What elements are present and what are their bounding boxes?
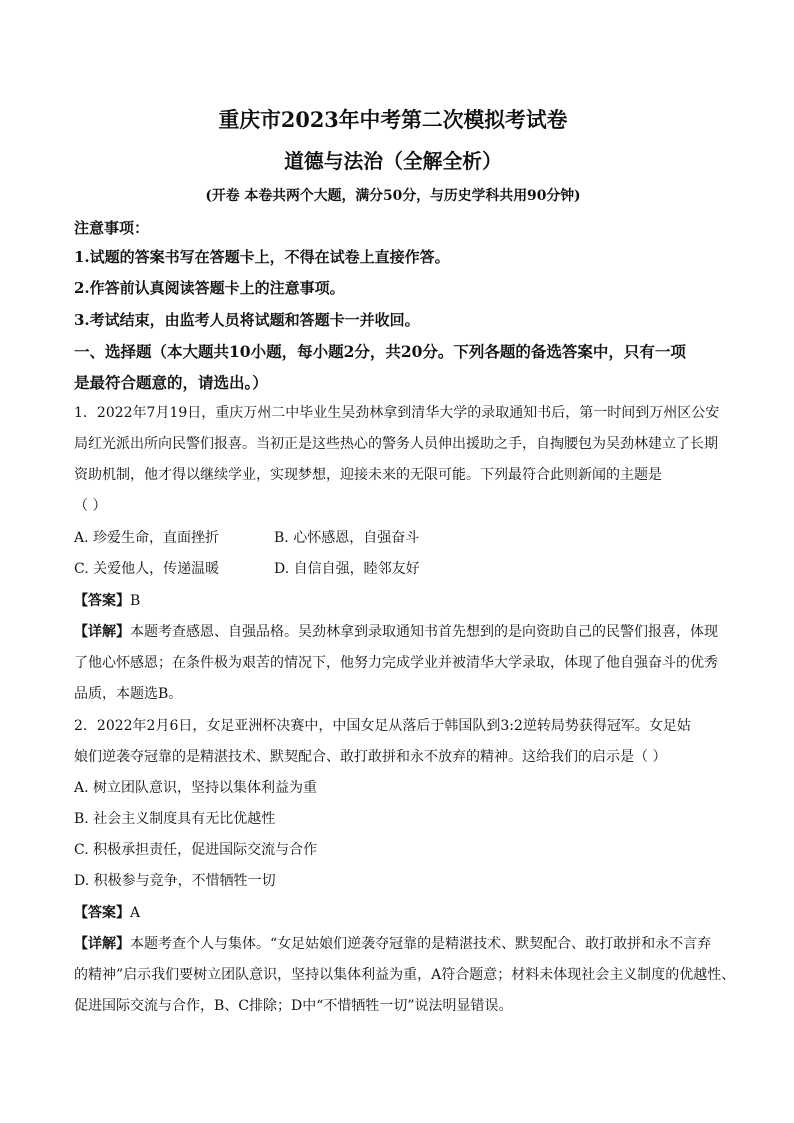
- q1-option-a: A. 珍爱生命，直面挫折: [74, 530, 220, 546]
- exam-title: 重庆市2023年中考第二次模拟考试卷: [218, 107, 568, 132]
- exam-info: (开卷 本卷共两个大题，满分50分，与历史学科共用90分钟): [205, 188, 581, 204]
- notes-heading: 注意事项：: [74, 219, 150, 237]
- note-item: 1.试题的答案书写在答题卡上，不得在试卷上直接作答。: [74, 248, 450, 266]
- q1-option-c: C. 关爱他人，传递温暖: [74, 561, 220, 577]
- answer-tag: 【答案】: [74, 905, 130, 921]
- q1-detail-line: 品质，本题选B。: [74, 686, 183, 702]
- q1-detail-line: 了他心怀感恩；在条件极为艰苦的情况下，他努力完成学业并被清华大学录取，体现了他自强奋斗的优秀: [74, 655, 718, 671]
- q2-option-a: A. 树立团队意识，坚持以集体利益为重: [74, 780, 318, 796]
- q2-option-c: C. 积极承担责任，促进国际交流与合作: [74, 842, 318, 858]
- q1-option-d: D. 自信自强，睦邻友好: [274, 561, 420, 577]
- q2-answer: [74, 903, 140, 923]
- exam-subtitle: 道德与法治（全解全析）: [284, 149, 502, 173]
- q2-detail-line: 促进国际交流与合作，B、C排除；D中“不惜牺牲一切”说法明显错误。: [74, 998, 513, 1014]
- q1-stem-line: 1．2022年7月19日，重庆万州二中毕业生吴劲林拿到清华大学的录取通知书后，第一时间到万州区公安: [74, 405, 720, 421]
- q1-detail-line: [74, 622, 718, 642]
- q1-answer: [74, 591, 140, 611]
- q1-option-b: B. 心怀感恩，自强奋斗: [274, 530, 420, 546]
- q2-option-b: B. 社会主义制度具有无比优越性: [74, 811, 276, 827]
- q1-stem-line: 资助机制，他才得以继续学业，实现梦想，迎接未来的无限可能。下列最符合此则新闻的主题是: [74, 467, 662, 483]
- section-heading: 一、选择题（本大题共10小题，每小题2分，共20分。下列各题的备选答案中，只有一项: [74, 342, 686, 361]
- section-heading-cont: 是最符合题意的，请选出。）: [74, 373, 268, 392]
- q1-blank: （ ）: [74, 498, 107, 514]
- detail-tag: 【详解】: [74, 624, 130, 640]
- detail-tag: 【详解】: [74, 936, 130, 952]
- answer-value: B: [130, 593, 141, 609]
- answer-value: A: [130, 905, 141, 921]
- note-item: 2.作答前认真阅读答题卡上的注意事项。: [74, 279, 345, 297]
- q2-stem-line: 2．2022年2月6日，女足亚洲杯决赛中，中国女足从落后于韩国队到3:2逆转局势获得冠军。女足姑: [74, 718, 691, 734]
- answer-tag: 【答案】: [74, 593, 130, 609]
- q2-detail-line: [74, 934, 711, 954]
- q2-detail-line: 的精神”启示我们要树立团队意识，坚持以集体利益为重，A符合题意；材料未体现社会主义制度的优越性、: [74, 967, 736, 983]
- q1-stem-line: 局红光派出所向民警们报喜。当初正是这些热心的警务人员伸出援助之手，自掏腰包为吴劲林建立了长期: [74, 436, 718, 452]
- q2-stem-line: 娘们逆袭夺冠靠的是精湛技术、默契配合、敢打敢拼和永不放弃的精神。这给我们的启示是（ ）: [74, 749, 667, 765]
- detail-text: 本题考查感恩、自强品格。吴劲林拿到录取通知书首先想到的是向资助自己的民警们报喜，体现: [130, 624, 718, 640]
- detail-text: 本题考查个人与集体。“女足姑娘们逆袭夺冠靠的是精湛技术、默契配合、敢打敢拼和永不言弃: [130, 936, 712, 952]
- note-item: 3.考试结束，由监考人员将试题和答题卡一并收回。: [74, 311, 420, 329]
- q2-option-d: D. 积极参与竞争，不惜牺牲一切: [74, 873, 276, 889]
